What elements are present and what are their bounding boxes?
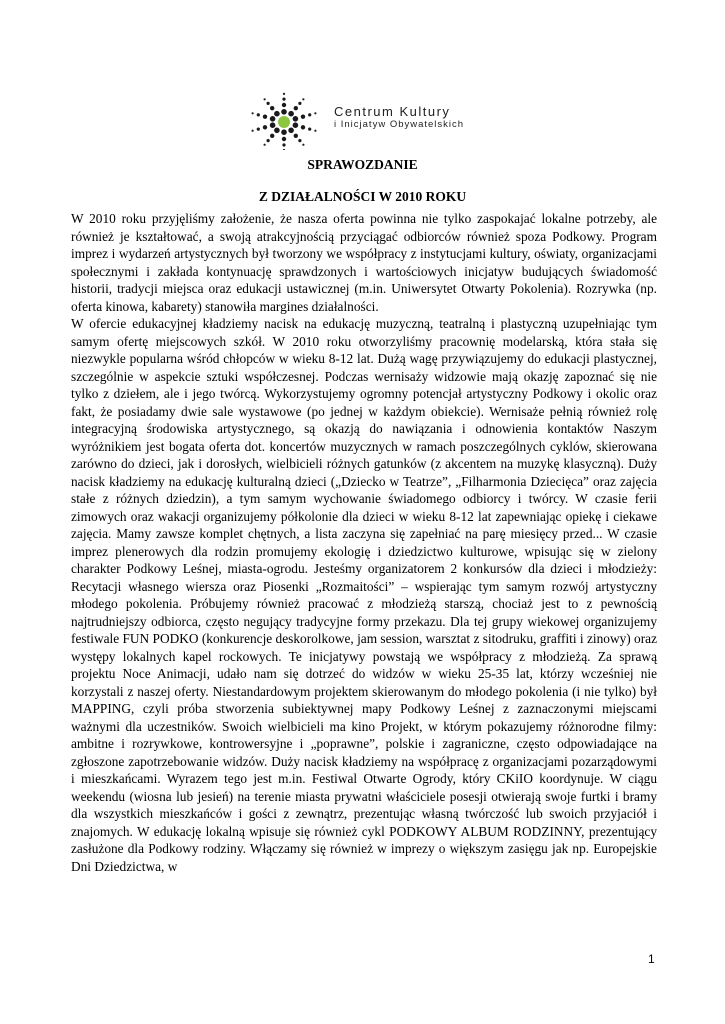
logo-center-dot bbox=[278, 116, 290, 128]
logo-dot bbox=[302, 98, 304, 100]
logo-name-line2: i Inicjatyw Obywatelskich bbox=[334, 119, 465, 130]
logo-dot bbox=[282, 98, 285, 101]
logo-dot bbox=[288, 128, 294, 134]
paragraph-2: W ofercie edukacyjnej kładziemy nacisk na edukację muzyczną, teatralną i plastyczną uzupełniając tym samym ofertę miejscowych szkół. W 2010 roku otworzyliśmy pracownię modelarską, która stała się niezwykle popularna wśród chłopców w wieku 8-12 lat. Dużą wagę przywiązujemy do edukacji plastycznej, szczególnie w aspekcie sztuki współczesnej. Podczas wernisaży widzowie mają okazję zapoznać się nie tylko z dziełem, ale i jego twórcą. Wykorzystujemy ogromny potencjał artystyczny Podkowy i okolic oraz fakt, że posiadamy dwie sale wystawowe (po jednej w każdym obiekcie). Wernisaże pełnią również rolę integracyjną środowiska artystycznego, są okazją do nawiązania i odnowienia kontaktów Naszym wyróżnikiem jest bogata oferta dot. koncertów muzycznych w ramach poszczególnych cyklów, skierowana zarówno do dzieci, jak i dorosłych, wielbicieli różnych gatunków (z akcentem na muzykę klasyczną). Duży nacisk kładziemy na edukację kulturalną dzieci („Dziecko w Teatrze”, „Filharmonia Dziecięca” oraz zajęcia stałe z różnych dziedzin), a tym samym wychowanie świadomego odbiorcy i twórcy. W czasie ferii zimowych oraz wakacji organizujemy półkolonie dla dzieci w wieku 8-12 lat zapewniając opiekę i ciekawe zajęcia. Mamy zawsze komplet chętnych, a lista zaczyna się zapełniać na parę miesięcy przed... W czasie imprez plenerowych dla rodzin promujemy ekologię i dziedzictwo kulturowe, wpisując się w zielony charakter Podkowy Leśnej, miasta-ogrodu. Jesteśmy organizatorem 2 konkursów dla dzieci i młodzieży: Recytacji własnego wiersza oraz Piosenki „Rozmaitości” – wspierając tym samym rozwój artystyczny młodego pokolenia. Próbujemy również pracować z młodzieżą starszą, chociaż jest to z pewnością najtrudniejszy odbiorca, często negujący tradycyjne formy przekazu. Dla tej grupy wiekowej organizujemy festiwale FUN PODKO (konkurencje deskorolkowe, jam session, warsztat z sitodruku, graffiti i zinowy) oraz występy lokalnych kapel rockowych. Te inicjatywy powstają we współpracy z młodzieżą. Za sprawą projektu Noce Animacji, udało nam się dotrzeć do widzów w wieku 25-35 lat, którzy wcześniej nie korzystali z naszej oferty. Niestandardowym projektem skierowanym do młodego pokolenia (i nie tylko) był MAPPING, czyli próba stworzenia subiektywnej mapy Podkowy Leśnej z zaznaczonymi miejscami ważnymi dla uczestników. Swoich wielbicieli ma kino Projekt, w którym pokazujemy różnorodne filmy: ambitne i rozrywkowe, kontrowersyjne i „poprawne”, polskie i zagraniczne, często odpowiadające na zgłoszone zapotrzebowanie widzów. Duży nacisk kładziemy na współpracę z organizacjami pozarządowymi i mieszkańcami. Wyrazem tego jest m.in. Festiwal Otwarte Ogrody, który CKiIO koordynuje. W ciągu weekendu (wiosna lub jesień) na terenie miasta prywatni właściciele posesji otwierają swoje furtki i bramy dla wszystkich mieszkańców i gości z zewnątrz, prezentując własną twórczość lub swoich przyjaciół i znajomych. W edukację lokalną wpisuje się również cykl PODKOWY ALBUM RODZINNY, prezentujący zasłużone dla Podkowy rodziny. Włączamy się również w imprezy o większym zasięgu jak np. Europejskie Dni Dziedzictwa, w bbox=[71, 316, 657, 874]
logo-dot bbox=[274, 111, 280, 117]
logo-dot bbox=[314, 112, 316, 114]
logo-dot bbox=[282, 103, 286, 107]
document-title: SPRAWOZDANIE bbox=[307, 157, 418, 172]
logo-dot bbox=[298, 139, 301, 142]
logo-dot bbox=[294, 106, 298, 110]
logo-dot bbox=[270, 106, 274, 110]
logo-dot bbox=[267, 139, 270, 142]
logo-dot bbox=[293, 122, 299, 128]
logo-dot bbox=[308, 113, 311, 116]
logo-dot bbox=[282, 137, 286, 141]
logo-dot bbox=[270, 122, 276, 128]
logo-dot bbox=[267, 102, 270, 105]
logo-dot bbox=[270, 116, 276, 122]
logo-dot bbox=[281, 129, 287, 135]
logo-dot bbox=[252, 112, 254, 114]
logo-dot bbox=[263, 125, 267, 129]
logo-dot bbox=[264, 98, 266, 100]
logo-dot bbox=[257, 128, 260, 131]
logo-dot bbox=[302, 144, 304, 146]
document-subtitle: Z DZIAŁALNOŚCI W 2010 ROKU bbox=[258, 189, 467, 204]
logo-dot bbox=[283, 93, 285, 95]
logo-dot bbox=[314, 130, 316, 132]
logo-dot bbox=[288, 111, 294, 117]
logo-dot bbox=[274, 128, 280, 134]
logo-dot bbox=[257, 113, 260, 116]
logo-dot bbox=[301, 115, 305, 119]
paragraph-1: W 2010 roku przyjęliśmy założenie, że nasza oferta powinna nie tylko zaspokajać lokalne potrzeby, ale również je kształtować, a swoją atrakcyjnością przyciągać odbiorców również spoza Podkowy. Program imprez i wydarzeń artystycznych był tworzony we współpracy z instytucjami kultury, oświaty, organizacjami społecznymi i zakłada kontynuację sprawdzonych i wartościowych inicjatyw budujących świadomość historii, tradycji miejsca oraz edukacji ustawicznej (m.in. Uniwersytet Otwarty Pokolenia). Rozrywka (np. oferta kinowa, kabarety) stanowiła margines działalności. bbox=[71, 211, 657, 314]
logo-dot bbox=[308, 128, 311, 131]
logo-star-icon bbox=[244, 86, 328, 150]
logo-dot bbox=[270, 134, 274, 138]
document-body bbox=[71, 210, 657, 875]
logo-dot bbox=[293, 116, 299, 122]
logo-dot bbox=[264, 144, 266, 146]
logo-dot bbox=[263, 115, 267, 119]
page-number: 1 bbox=[648, 952, 655, 966]
logo-dot bbox=[298, 102, 301, 105]
logo-dot bbox=[281, 109, 287, 115]
logo-dot bbox=[282, 143, 285, 146]
logo bbox=[244, 86, 484, 150]
logo-dot bbox=[283, 149, 285, 150]
logo-dot bbox=[252, 130, 254, 132]
logo-name-line1: Centrum Kultury bbox=[334, 104, 451, 119]
logo-dot bbox=[301, 125, 305, 129]
logo-dot bbox=[294, 134, 298, 138]
logo-text bbox=[334, 105, 464, 131]
